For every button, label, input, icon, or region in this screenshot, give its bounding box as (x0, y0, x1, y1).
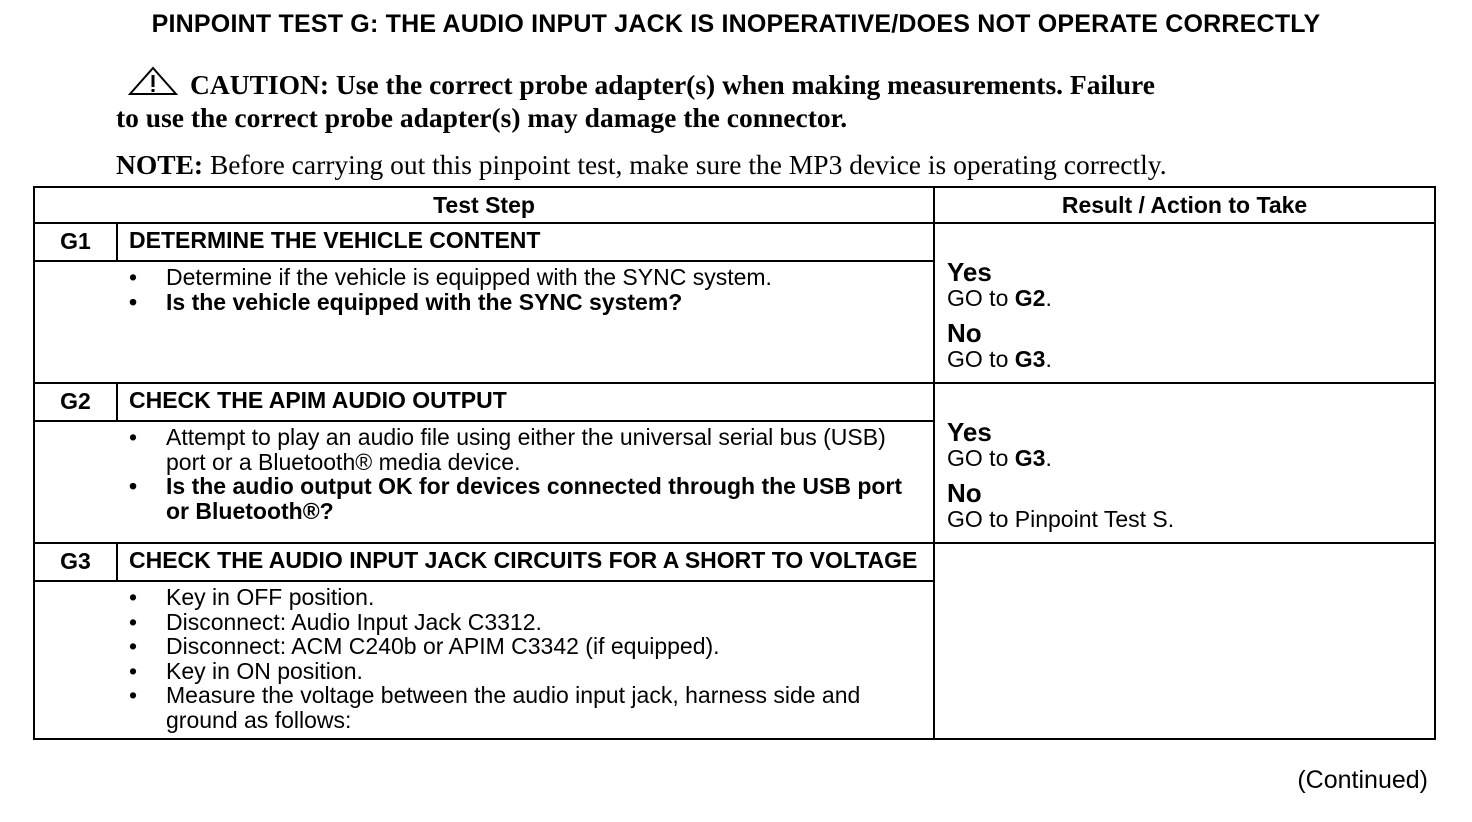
warning-triangle-icon (128, 66, 178, 102)
caution-block (116, 66, 1356, 133)
step-title-row-g2 (34, 383, 1435, 421)
page-title: PINPOINT TEST G: THE AUDIO INPUT JACK IS INOPERATIVE/DOES NOT OPERATE CORRECTLY (151, 10, 1321, 38)
header-result-action: Result / Action to Take (934, 187, 1435, 223)
caution-line-1: CAUTION: Use the correct probe adapter(s) when making measurements. Failure (190, 69, 1155, 100)
bullet-item: • Disconnect: ACM C240b or APIM C3342 (if equipped). (35, 634, 933, 659)
step-id: G3 (34, 543, 117, 581)
step-body (34, 261, 934, 383)
table-header-row (34, 187, 1435, 223)
step-title: DETERMINE THE VEHICLE CONTENT (117, 223, 934, 261)
bullet-item: • Attempt to play an audio file using either the universal serial bus (USB) port or a Bluetooth® media device. (35, 425, 933, 474)
step-title: CHECK THE AUDIO INPUT JACK CIRCUITS FOR A SHORT TO VOLTAGE (117, 543, 934, 581)
result-action: GO to G3. (947, 445, 1052, 471)
continued-label: (Continued) (1297, 766, 1428, 794)
bullet-item: • Key in OFF position. (35, 585, 933, 610)
result-cell-g2 (934, 383, 1435, 543)
bullet-item: • Key in ON position. (35, 659, 933, 684)
result-action: GO to G2. (947, 285, 1052, 311)
bullet-item: • Determine if the vehicle is equipped with the SYNC system. (35, 265, 933, 290)
note-text: Before carrying out this pinpoint test, make sure the MP3 device is operating correctly. (203, 149, 1167, 180)
pinpoint-test-table (33, 186, 1436, 740)
result-answer: Yes (947, 257, 992, 287)
step-id: G2 (34, 383, 117, 421)
step-title-row-g1 (34, 223, 1435, 261)
bullet-question: • Is the audio output OK for devices connected through the USB port or Bluetooth®? (35, 474, 933, 523)
result-action: GO to G3. (947, 346, 1052, 372)
step-body (34, 421, 934, 543)
note-label: NOTE: (116, 149, 204, 180)
bullet-item: • Disconnect: Audio Input Jack C3312. (35, 610, 933, 635)
result-answer: No (947, 318, 982, 348)
header-test-step: Test Step (34, 187, 934, 223)
bullet-question: • Is the vehicle equipped with the SYNC system? (35, 290, 933, 315)
result-answer: Yes (947, 417, 992, 447)
result-action: GO to Pinpoint Test S. (947, 506, 1175, 532)
bullet-item: • Measure the voltage between the audio input jack, harness side and ground as follows: (35, 683, 933, 732)
result-cell-g3 (934, 543, 1435, 739)
step-body (34, 581, 934, 739)
step-title-row-g3 (34, 543, 1435, 581)
result-answer: No (947, 478, 982, 508)
step-id: G1 (34, 223, 117, 261)
caution-line-2: to use the correct probe adapter(s) may damage the connector. (116, 102, 848, 133)
note-block (116, 149, 1416, 180)
step-title: CHECK THE APIM AUDIO OUTPUT (117, 383, 934, 421)
result-cell-g1 (934, 223, 1435, 383)
